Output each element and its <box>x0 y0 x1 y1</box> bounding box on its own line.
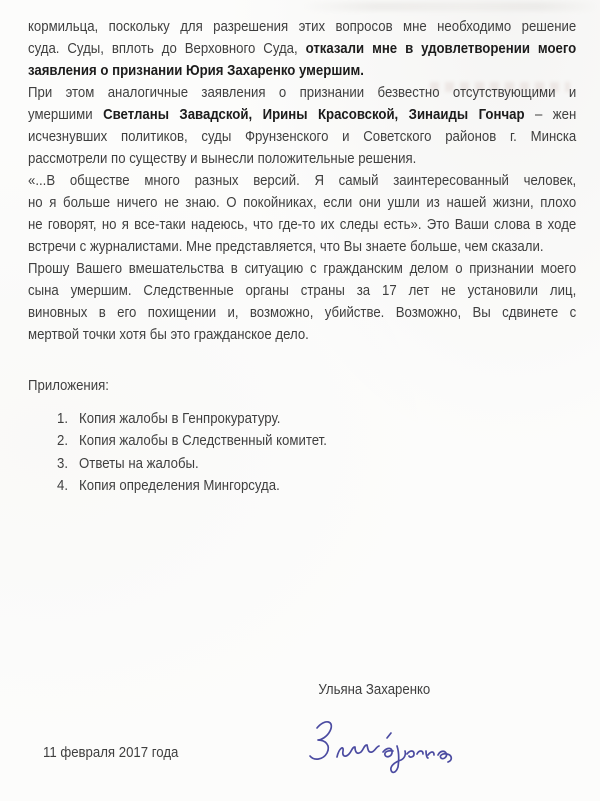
body-text: но я больше ничего не знаю. О покойниках, если они ушли из нашей жизни, плохо <box>28 194 577 211</box>
body-line <box>28 302 576 324</box>
attachment-item <box>28 408 556 430</box>
attachment-text: Копия жалобы в Генпрокуратуру. <box>79 410 281 427</box>
body-text-bold: заявления о признании Юрия Захаренко умершим. <box>28 62 364 79</box>
signer-name: Ульяна Захаренко <box>318 681 431 698</box>
attachment-text: Копия определения Мингорсуда. <box>79 477 280 495</box>
body-line <box>28 82 576 104</box>
body-text: При этом аналогичные заявления о признании безвестно отсутствующими и <box>28 84 577 101</box>
body-text: встречи с журналистами. Мне представляется, что Вы знаете больше, чем сказали. <box>28 238 544 255</box>
body-text: виновных в его похищении и, возможно, убийстве. Возможно, Вы сдвинете с <box>28 304 577 321</box>
body-line <box>28 170 576 192</box>
body-text: мертвой точки хотя бы это гражданское дело. <box>28 326 309 343</box>
body-text: «...В обществе много разных версий. Я самый заинтересованный человек, <box>28 172 577 189</box>
body-text-bold: отказали мне в удовлетворении моего <box>305 40 577 57</box>
body-line <box>28 148 576 170</box>
body-line <box>28 38 576 60</box>
body-text: исчезнувших политиков, суды Фрунзенского и Советского районов г. Минска <box>28 128 577 145</box>
body-text: не говорят, но я все-таки надеюсь, что где-то их следы есть». Это Ваши слова в ходе <box>28 216 577 233</box>
body-text: – жен <box>524 106 577 123</box>
letter-content <box>28 0 576 801</box>
body-line <box>28 60 576 82</box>
body-text: умершими <box>28 106 104 123</box>
attachment-number: 1. <box>57 410 69 427</box>
attachment-number: 2. <box>57 432 69 450</box>
body-text: кормильца, поскольку для разрешения этих вопросов мне необходимо решение <box>28 18 577 35</box>
body-text: сына умершим. Следственные органы страны за 17 лет не установили лиц, <box>28 282 577 299</box>
body-line <box>28 324 576 346</box>
body-line <box>28 236 576 258</box>
body-line <box>28 280 576 302</box>
body-line <box>28 126 576 148</box>
body-line <box>28 16 576 38</box>
body-text: рассмотрели по существу и вынесли положительные решения. <box>28 150 417 167</box>
attachment-text: Ответы на жалобы. <box>79 454 199 472</box>
body-line <box>28 104 576 126</box>
attachment-number: 3. <box>57 454 69 472</box>
body-line <box>28 192 576 214</box>
attachment-item <box>28 453 556 475</box>
attachment-item <box>28 430 556 452</box>
letter-date: 11 февраля 2017 года <box>42 744 179 761</box>
attachments-heading: Приложения: <box>28 377 109 394</box>
attachment-item <box>28 475 556 497</box>
attachment-text: Копия жалобы в Следственный комитет. <box>79 432 327 450</box>
body-text-bold: Светланы Завадской, Ирины Красовской, Зинаиды Гончар <box>103 106 525 123</box>
body-line <box>28 214 576 236</box>
attachments-list <box>28 408 556 498</box>
letter-body <box>28 16 576 346</box>
handwritten-signature <box>295 710 465 780</box>
attachment-number: 4. <box>57 477 69 495</box>
body-line <box>28 258 576 280</box>
body-text: суда. Суды, вплоть до Верховного Суда, <box>28 40 306 57</box>
body-text: Прошу Вашего вмешательства в ситуацию с гражданским делом о признании моего <box>28 260 577 277</box>
